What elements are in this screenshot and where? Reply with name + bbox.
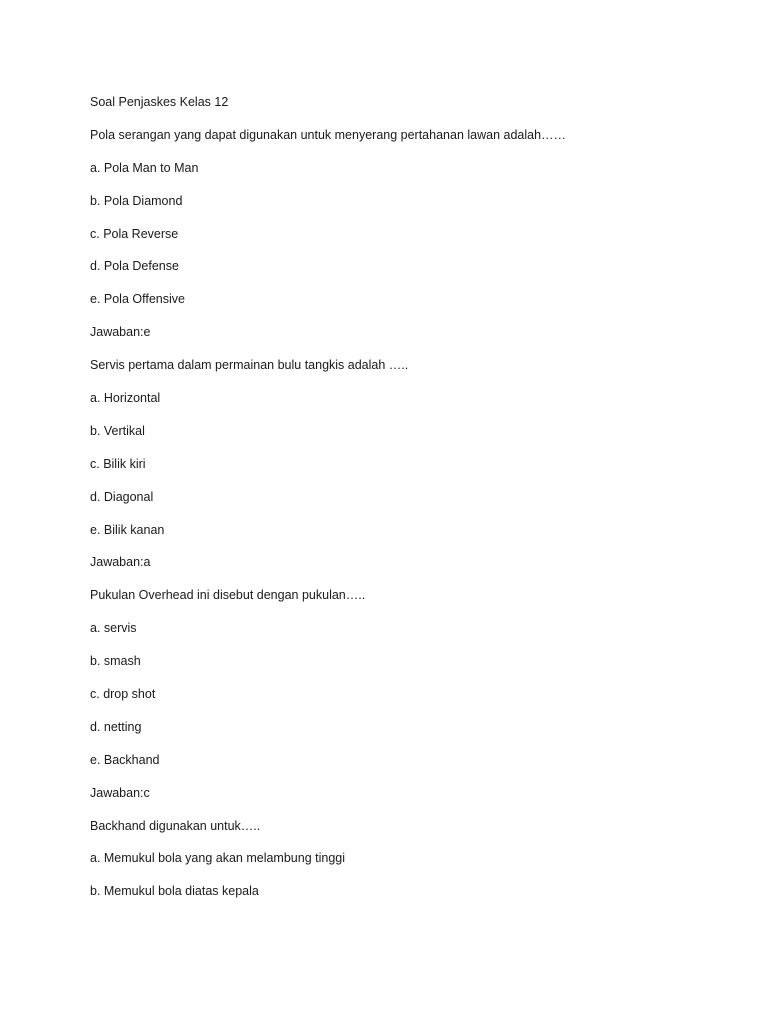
document-body: [90, 93, 730, 915]
answer-key: Jawaban:a: [90, 555, 151, 570]
question-text: Pukulan Overhead ini disebut dengan pukulan…..: [90, 588, 366, 603]
answer-option: d. Diagonal: [90, 489, 154, 504]
answer-option: a. Horizontal: [90, 391, 161, 406]
answer-key: Jawaban:e: [90, 325, 151, 340]
question-text: Backhand digunakan untuk…..: [90, 818, 261, 833]
answer-option: b. Pola Diamond: [90, 193, 183, 208]
answer-option: a. servis: [90, 621, 137, 636]
question-text: Servis pertama dalam permainan bulu tangkis adalah …..: [90, 358, 409, 373]
answer-option: e. Pola Offensive: [90, 292, 185, 307]
answer-option: b. smash: [90, 654, 141, 669]
answer-option: b. Vertikal: [90, 423, 145, 438]
answer-option: a. Pola Man to Man: [90, 160, 199, 175]
answer-option: a. Memukul bola yang akan melambung tinggi: [90, 851, 346, 866]
answer-option: c. drop shot: [90, 687, 156, 702]
question-text: Pola serangan yang dapat digunakan untuk menyerang pertahanan lawan adalah……: [90, 127, 567, 142]
answer-key: Jawaban:c: [90, 785, 150, 800]
answer-option: e. Backhand: [90, 752, 160, 767]
answer-option: e. Bilik kanan: [90, 522, 165, 537]
answer-option: c. Pola Reverse: [90, 226, 179, 241]
document-title: Soal Penjaskes Kelas 12: [90, 95, 229, 109]
answer-option: d. netting: [90, 719, 142, 734]
answer-option: c. Bilik kiri: [90, 456, 146, 471]
answer-option: b. Memukul bola diatas kepala: [90, 884, 259, 899]
answer-option: d. Pola Defense: [90, 259, 179, 274]
